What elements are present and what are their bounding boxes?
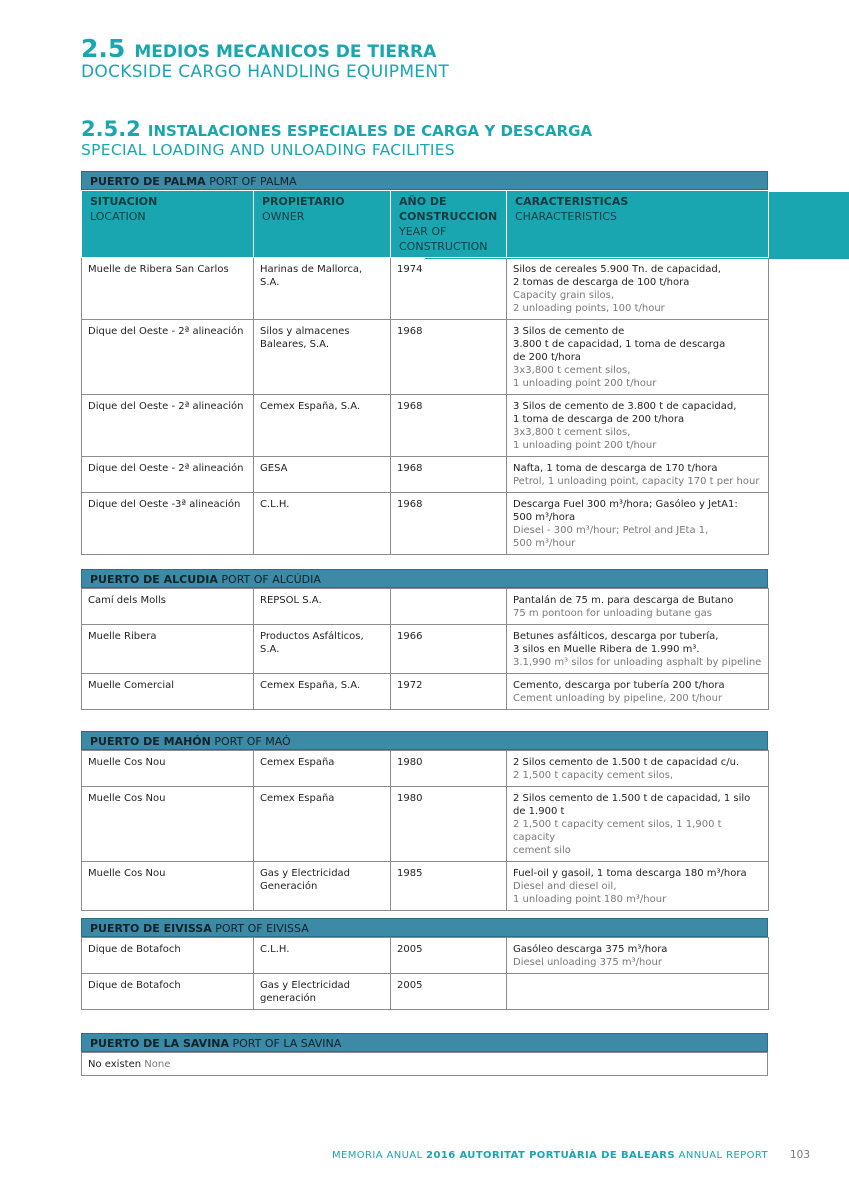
year-cell: 1985 (391, 862, 507, 911)
table-row (82, 862, 769, 911)
characteristics-es-line: 500 m³/hora (513, 512, 576, 523)
owner-cell: Cemex España (254, 787, 391, 862)
year-cell: 1980 (391, 751, 507, 787)
owner-cell: Cemex España, S.A. (254, 395, 391, 457)
location-cell: Muelle Cos Nou (82, 862, 254, 911)
characteristics-cell (507, 457, 769, 493)
characteristics-cell (507, 395, 769, 457)
none-cell (82, 1053, 768, 1076)
owner-cell: Cemex España (254, 751, 391, 787)
year-cell: 1968 (391, 395, 507, 457)
port-name-en: PORT OF EIVISSA (215, 922, 309, 935)
owner-cell: Gas y Electricidad Generación (254, 862, 391, 911)
footer-pre: MEMORIA ANUAL (331, 1150, 427, 1161)
characteristics-es-line: 3 Silos de cemento de (513, 326, 625, 337)
table-row (82, 320, 769, 395)
characteristics-es-line: de 1.900 t (513, 806, 565, 817)
footer-bold: 2016 AUTORITAT PORTUÀRIA DE BALEARS (426, 1150, 675, 1161)
column-header-row (82, 191, 769, 258)
facilities-table (81, 190, 769, 555)
owner-cell: REPSOL S.A. (254, 589, 391, 625)
characteristics-en-line: Diesel and diesel oil, (513, 881, 617, 892)
location-cell: Muelle Cos Nou (82, 751, 254, 787)
year-cell: 2005 (391, 974, 507, 1010)
section-title-en: DOCKSIDE CARGO HANDLING EQUIPMENT (81, 62, 450, 82)
owner-cell: C.L.H. (254, 938, 391, 974)
facilities-table (81, 937, 769, 1010)
year-cell: 1974 (391, 258, 507, 320)
characteristics-es-line: 2 tomas de descarga de 100 t/hora (513, 277, 690, 288)
table-row (82, 457, 769, 493)
facilities-table (81, 588, 769, 710)
facilities-table (81, 750, 769, 911)
column-header-location: SITUACION LOCATION (82, 191, 254, 258)
characteristics-en-line: Capacity grain silos, (513, 290, 615, 301)
table-row (82, 395, 769, 457)
characteristics-cell (507, 674, 769, 710)
year-cell: 1968 (391, 493, 507, 555)
port-header (81, 918, 768, 937)
characteristics-es-line: 2 Silos cemento de 1.500 t de capacidad c/u. (513, 757, 740, 768)
year-cell: 1968 (391, 320, 507, 395)
port-table-eivissa (81, 918, 768, 1010)
table-row (82, 974, 769, 1010)
year-cell: 1966 (391, 625, 507, 674)
page-number: 103 (790, 1149, 811, 1161)
owner-cell: Harinas de Mallorca, S.A. (254, 258, 391, 320)
characteristics-es-line: de 200 t/hora (513, 352, 581, 363)
owner-cell: Cemex España, S.A. (254, 674, 391, 710)
table-row (82, 258, 769, 320)
table-row (82, 674, 769, 710)
subsection-title-es: INSTALACIONES ESPECIALES DE CARGA Y DESCARGA (147, 122, 593, 140)
section-number: 2.5 (81, 34, 126, 63)
port-header (81, 731, 768, 750)
table-row (82, 751, 769, 787)
characteristics-es-line: Descarga Fuel 300 m³/hora; Gasóleo y JetA1: (513, 499, 738, 510)
port-header (81, 1033, 768, 1052)
characteristics-cell (507, 320, 769, 395)
port-table-mahon (81, 731, 768, 911)
location-cell: Dique del Oeste - 2ª alineación (82, 395, 254, 457)
characteristics-en-line: 75 m pontoon for unloading butane gas (513, 608, 713, 619)
characteristics-en-line: 3x3,800 t cement silos, (513, 427, 631, 438)
location-cell: Dique del Oeste - 2ª alineación (82, 457, 254, 493)
characteristics-en-line: Diesel - 300 m³/hour; Petrol and JEta 1, (513, 525, 709, 536)
port-header (81, 569, 768, 588)
characteristics-en-line: 2 1,500 t capacity cement silos, 1 1,900 t capacity (513, 819, 722, 843)
port-name-es: PUERTO DE LA SAVINA (90, 1037, 230, 1050)
location-cell: Dique de Botafoch (82, 938, 254, 974)
location-cell: Muelle de Ribera San Carlos (82, 258, 254, 320)
facilities-table (81, 1052, 768, 1076)
footer-post: ANNUAL REPORT (675, 1150, 768, 1161)
characteristics-cell (507, 589, 769, 625)
characteristics-cell (507, 625, 769, 674)
port-table-palma (81, 171, 768, 555)
table-row (82, 938, 769, 974)
owner-cell: Gas y Electricidad generación (254, 974, 391, 1010)
characteristics-cell (507, 974, 769, 1010)
characteristics-es-line: Betunes asfálticos, descarga por tubería, (513, 631, 719, 642)
location-cell: Dique del Oeste -3ª alineación (82, 493, 254, 555)
port-name-es: PUERTO DE PALMA (90, 175, 206, 188)
table-row (82, 1053, 768, 1076)
characteristics-en-line: 3x3,800 t cement silos, (513, 365, 631, 376)
subsection-title-en: SPECIAL LOADING AND UNLOADING FACILITIES (81, 141, 455, 159)
characteristics-cell (507, 938, 769, 974)
section-title (81, 36, 449, 81)
port-name-en: PORT OF ALCÚDIA (221, 573, 321, 586)
characteristics-en-line: 2 unloading points, 100 t/hour (513, 303, 665, 314)
characteristics-es-line: Pantalán de 75 m. para descarga de Butano (513, 595, 734, 606)
port-header (81, 171, 768, 190)
year-cell: 1968 (391, 457, 507, 493)
characteristics-en-line: 1 unloading point 180 m³/hour (513, 894, 667, 905)
owner-cell: Silos y almacenes Baleares, S.A. (254, 320, 391, 395)
year-cell: 1972 (391, 674, 507, 710)
footer (0, 1150, 768, 1161)
column-header-year: AÑO DE CONSTRUCCION YEAR OF CONSTRUCTION (391, 191, 507, 258)
characteristics-cell (507, 787, 769, 862)
location-cell: Camí dels Molls (82, 589, 254, 625)
location-cell: Muelle Ribera (82, 625, 254, 674)
location-cell: Muelle Comercial (82, 674, 254, 710)
table-row (82, 589, 769, 625)
characteristics-es-line: 1 toma de descarga de 200 t/hora (513, 414, 685, 425)
table-row (82, 787, 769, 862)
characteristics-en-line: 3.1,990 m³ silos for unloading asphalt by pipeline (513, 657, 762, 668)
characteristics-en-line: 500 m³/hour (513, 538, 576, 549)
characteristics-en-line: Cement unloading by pipeline, 200 t/hour (513, 693, 723, 704)
none-en: None (144, 1059, 171, 1070)
characteristics-cell (507, 751, 769, 787)
characteristics-en-line: Diesel unloading 375 m³/hour (513, 957, 662, 968)
owner-cell: Productos Asfálticos, S.A. (254, 625, 391, 674)
owner-cell: C.L.H. (254, 493, 391, 555)
characteristics-es-line: 3 Silos de cemento de 3.800 t de capacidad, (513, 401, 737, 412)
location-cell: Dique del Oeste - 2ª alineación (82, 320, 254, 395)
location-cell: Muelle Cos Nou (82, 787, 254, 862)
year-cell: 2005 (391, 938, 507, 974)
characteristics-es-line: Fuel-oil y gasoil, 1 toma descarga 180 m³/hora (513, 868, 747, 879)
year-cell (391, 589, 507, 625)
characteristics-cell (507, 493, 769, 555)
characteristics-en-line: 1 unloading point 200 t/hour (513, 440, 657, 451)
characteristics-es-line: 2 Silos cemento de 1.500 t de capacidad, 1 silo (513, 793, 751, 804)
none-es: No existen (88, 1059, 142, 1070)
characteristics-es-line: Gasóleo descarga 375 m³/hora (513, 944, 668, 955)
port-table-la-savina (81, 1033, 768, 1076)
port-name-en: PORT OF LA SAVINA (232, 1037, 342, 1050)
characteristics-cell (507, 862, 769, 911)
location-cell: Dique de Botafoch (82, 974, 254, 1010)
characteristics-es-line: 3 silos en Muelle Ribera de 1.990 m³. (513, 644, 700, 655)
characteristics-es-line: Cemento, descarga por tubería 200 t/hora (513, 680, 725, 691)
port-name-es: PUERTO DE MAHÓN (90, 735, 211, 748)
characteristics-es-line: 3.800 t de capacidad, 1 toma de descarga (513, 339, 726, 350)
characteristics-en-line: Petrol, 1 unloading point, capacity 170 t per hour (513, 476, 760, 487)
port-name-es: PUERTO DE ALCUDIA (90, 573, 218, 586)
port-name-en: PORT OF MAÓ (214, 735, 291, 748)
characteristics-en-line: 1 unloading point 200 t/hour (513, 378, 657, 389)
owner-cell: GESA (254, 457, 391, 493)
column-header-characteristics: CARACTERISTICAS CHARACTERISTICS (507, 191, 769, 258)
table-row (82, 625, 769, 674)
characteristics-es-line: Silos de cereales 5.900 Tn. de capacidad, (513, 264, 721, 275)
table-row (82, 493, 769, 555)
characteristics-en-line: cement silo (513, 845, 571, 856)
port-name-es: PUERTO DE EIVISSA (90, 922, 212, 935)
port-name-en: PORT OF PALMA (209, 175, 297, 188)
subsection-title (81, 119, 592, 159)
characteristics-en-line: 2 1,500 t capacity cement silos, (513, 770, 674, 781)
year-cell: 1980 (391, 787, 507, 862)
characteristics-es-line: Nafta, 1 toma de descarga de 170 t/hora (513, 463, 718, 474)
subsection-number: 2.5.2 (81, 117, 141, 141)
section-title-es: MEDIOS MECANICOS DE TIERRA (134, 42, 437, 62)
characteristics-cell (507, 258, 769, 320)
port-table-alcudia (81, 569, 768, 710)
column-header-owner: PROPIETARIO OWNER (254, 191, 391, 258)
